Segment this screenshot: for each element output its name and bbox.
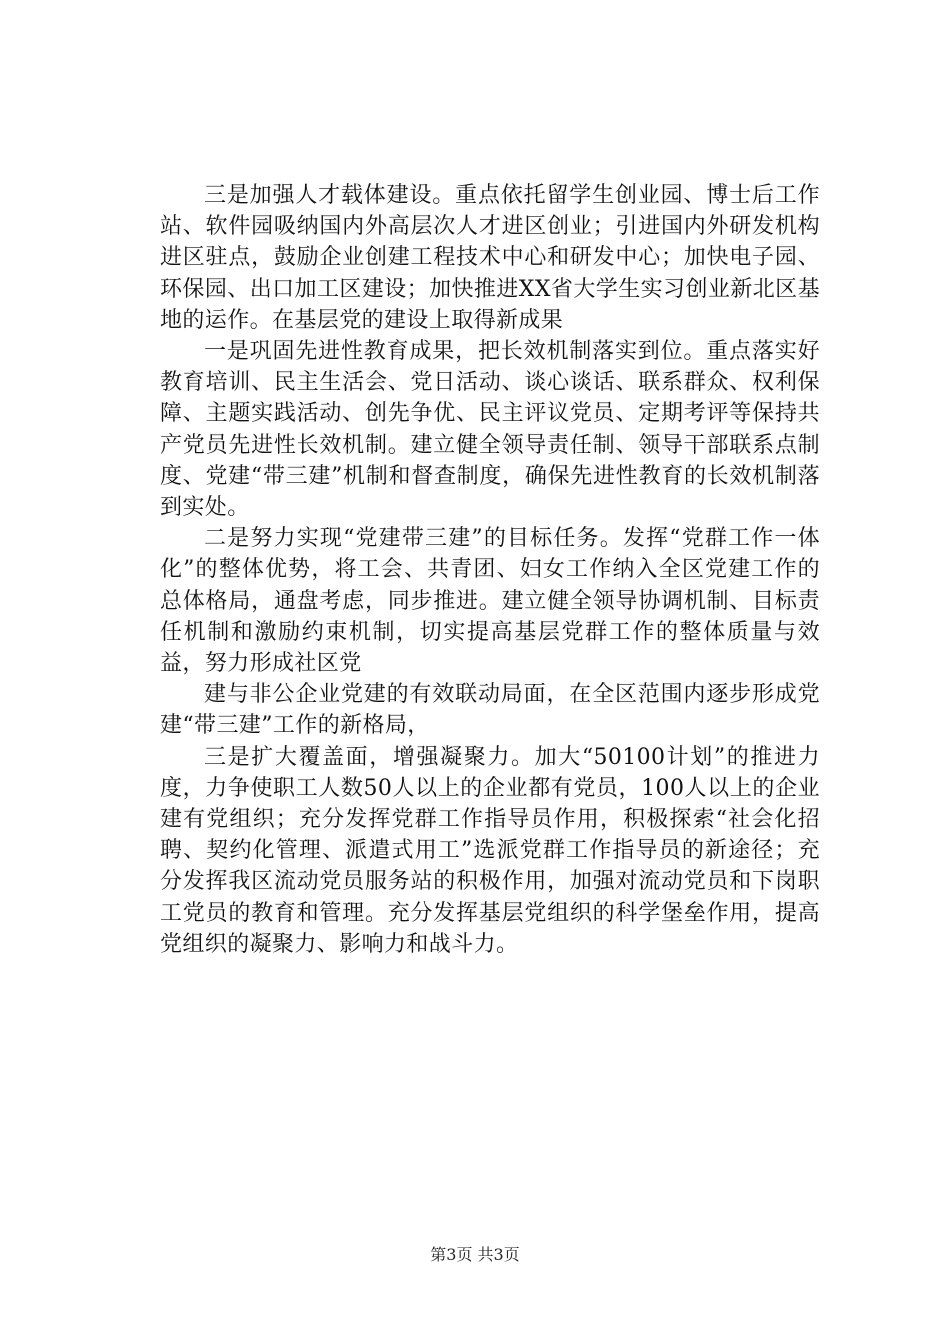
paragraph-talent-carrier: 三是加强人才载体建设。重点依托留学生创业园、博士后工作站、软件园吸纳国内外高层次人才进区创业；引进国内外研发机构进区驻点，鼓励企业创建工程技术中心和研发中心；加快电子园、环保园、出口加工区建设；加快推进XX省大学生实习创业新北区基地的运作。在基层党的建设上取得新成果 (160, 183, 820, 333)
paragraph-linkage-pattern: 建与非公企业党建的有效联动局面，在全区范围内逐步形成党建“带三建”工作的新格局， (160, 682, 820, 739)
paragraph-consolidate-education: 一是巩固先进性教育成果，把长效机制落实到位。重点落实好教育培训、民主生活会、党日活动、谈心谈话、联系群众、权利保障、主题实践活动、创先争优、民主评议党员、定期考评等保持共产党员先进性长效机制。建立健全领导责任制、领导干部联系点制度、党建“带三建”机制和督查制度，确保先进性教育的长效机制落到实处。 (160, 339, 820, 521)
document-body (160, 180, 820, 960)
paragraph-expand-coverage: 三是扩大覆盖面，增强凝聚力。加大“50100计划”的推进力度，力争使职工人数50人以上的企业都有党员，100人以上的企业建有党组织；充分发挥党群工作指导员作用，积极探索“社会化招聘、契约化管理、派遣式用工”选派党群工作指导员的新途径；充分发挥我区流动党员服务站的积极作用，加强对流动党员和下岗职工党员的教育和管理。充分发挥基层党组织的科学堡垒作用，提高党组织的凝聚力、影响力和战斗力。 (160, 744, 820, 957)
paragraph-party-building-goals: 二是努力实现“党建带三建”的目标任务。发挥“党群工作一体化”的整体优势，将工会、共青团、妇女工作纳入全区党建工作的总体格局，通盘考虑，同步推进。建立健全领导协调机制、目标责任机制和激励约束机制，切实提高基层党群工作的整体质量与效益，努力形成社区党 (160, 526, 820, 677)
page-number-footer: 第3页 共3页 (430, 1245, 520, 1264)
